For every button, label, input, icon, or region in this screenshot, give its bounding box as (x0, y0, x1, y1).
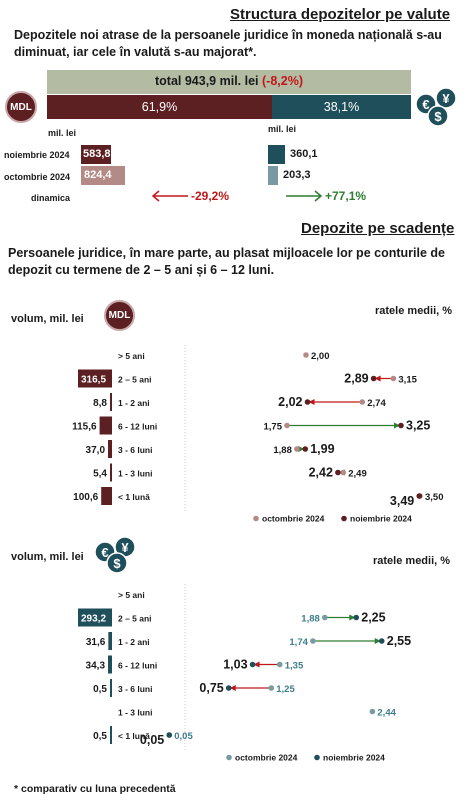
rate-label-nov: 2,89 (344, 371, 369, 386)
fx-value-nov: 360,1 (290, 148, 318, 160)
rate-label-nov: 2,42 (308, 465, 333, 480)
maturity-subtitle: Persoanele juridice, în mare parte, au plasat mijloacele lor pe conturile de depozit cu termene de 2 – 5 ani și 6 – 12 luni. (8, 246, 445, 277)
rate-label-oct: 3,15 (398, 374, 417, 386)
structure-subtitle: Depozitele noi atrase de la persoanele juridice în moneda națională s-au diminuat, iar cele în valută s-au majorat*. (14, 28, 442, 59)
category-label: > 5 ani (118, 351, 145, 361)
total-label-wrap (47, 74, 411, 88)
fx-up-arrow-icon (284, 189, 324, 203)
mdl-rates-label: ratele medii, % (375, 305, 453, 317)
row-label-oct: octombrie 2024 (4, 172, 71, 182)
rate-label-nov: 3,49 (389, 494, 415, 508)
fx-value-oct: 203,3 (283, 169, 311, 181)
rate-point-nov (335, 470, 341, 476)
fx-volume-label: volum, mil. lei (11, 551, 84, 563)
total-change: (-8,2%) (262, 74, 303, 88)
legend-marker-nov (314, 755, 320, 761)
fx-share-label: 38,1% (323, 100, 360, 114)
rate-point-oct (310, 638, 316, 644)
unit-mdl: mil. lei (48, 128, 77, 138)
volume-bar (108, 656, 112, 674)
fx-change: +77,1% (325, 189, 367, 203)
rate-label-nov: 1,03 (223, 657, 248, 672)
rate-point-nov (416, 493, 422, 499)
rate-point-oct (303, 352, 309, 358)
rate-label-oct: 2,00 (311, 351, 330, 362)
mdl-icon-2: MDL (104, 300, 135, 331)
rate-label-oct: 0,05 (174, 731, 193, 742)
structure-title: Structura depozitelor pe valute (230, 6, 451, 23)
rate-point-nov (398, 423, 404, 429)
rate-point-nov (226, 685, 232, 691)
maturity-title: Depozite pe scadențe (301, 220, 455, 237)
legend-marker-nov (341, 516, 347, 522)
category-label: 6 - 12 luni (118, 421, 158, 432)
rate-label-oct: 1,75 (263, 421, 282, 433)
volume-value-label: 31,6 (85, 637, 106, 648)
footnote: * comparativ cu luna precedentă (14, 783, 176, 795)
rate-point-oct (340, 470, 346, 476)
mdl-value-nov: 583,8 (83, 148, 111, 160)
category-label: 1 - 2 ani (118, 398, 150, 408)
mdl-icon: MDL (5, 91, 37, 123)
volume-value-label: 100,6 (73, 492, 99, 503)
rate-point-oct (284, 423, 290, 429)
rate-label-nov: 2,02 (278, 395, 303, 409)
rate-point-nov (353, 615, 359, 621)
volume-bar (108, 440, 112, 458)
rate-label-oct: 1,25 (276, 684, 295, 695)
rate-label-oct: 1,88 (301, 613, 320, 625)
category-label: 6 - 12 luni (118, 660, 158, 671)
category-label: > 5 ani (118, 590, 145, 600)
category-label: 3 - 6 luni (118, 684, 153, 694)
svg-text:€: € (422, 97, 430, 112)
volume-bar (101, 487, 112, 505)
rate-label-nov: 3,25 (406, 418, 431, 433)
legend-label-nov: noiembrie 2024 (323, 752, 385, 763)
volume-value-label: 0,5 (93, 731, 107, 742)
fx-bar-nov (268, 145, 285, 164)
category-label: < 1 lună (118, 492, 150, 502)
volume-bar (110, 464, 112, 482)
legend-label-oct: octombrie 2024 (262, 513, 325, 524)
rate-point-nov (379, 638, 385, 644)
rate-label-oct: 1,35 (284, 660, 304, 672)
volume-value-label: 5,4 (93, 468, 107, 480)
svg-text:€: € (101, 545, 109, 560)
volume-bar (110, 679, 112, 697)
unit-fx: mil. lei (268, 124, 297, 134)
mdl-value-oct: 824,4 (84, 169, 112, 181)
fx-bar-oct (268, 166, 278, 185)
mdl-down-arrow-icon (150, 189, 190, 203)
rate-point-nov (250, 662, 256, 668)
volume-value-label: 293,2 (81, 613, 107, 625)
total-label: total 943,9 mil. lei (155, 74, 259, 88)
rate-label-oct: 2,49 (348, 468, 367, 480)
volume-value-label: 0,5 (93, 684, 107, 695)
rate-point-oct (359, 399, 365, 405)
category-label: 3 - 6 luni (118, 445, 153, 455)
category-label: < 1 lună (118, 731, 150, 741)
currency-coins-icon (414, 86, 464, 128)
legend-marker-oct (226, 755, 232, 761)
volume-bar (108, 632, 112, 650)
category-label: 1 - 3 luni (118, 468, 153, 479)
rate-label-nov: 0,75 (199, 681, 224, 695)
category-label: 1 - 3 luni (118, 707, 153, 718)
volume-value-label: 37,0 (85, 445, 106, 456)
rate-label-nov: 1,99 (310, 442, 335, 456)
rate-label-oct: 1,88 (273, 445, 292, 456)
legend-label-nov: noiembrie 2024 (350, 513, 412, 524)
svg-text:$: $ (113, 556, 121, 571)
rate-label-oct: 2,44 (377, 707, 396, 719)
mdl-maturity-chart (0, 340, 475, 540)
fx-rates-label: ratele medii, % (373, 555, 451, 567)
volume-bar (110, 726, 112, 744)
dynamics-label: dinamica (31, 193, 71, 203)
rate-point-nov (305, 399, 311, 405)
rate-point-nov (166, 732, 172, 738)
row-label-nov: noiembrie 2024 (4, 150, 70, 160)
svg-text:$: $ (434, 109, 442, 124)
rate-point-oct (294, 446, 300, 452)
volume-value-label: 316,5 (81, 374, 107, 386)
rate-label-oct: 1,74 (289, 637, 308, 648)
rate-point-oct (391, 376, 397, 382)
rate-label-nov: 2,55 (386, 634, 412, 648)
legend-marker-oct (253, 516, 259, 522)
rate-point-nov (371, 376, 377, 382)
mdl-share-label: 61,9% (141, 100, 178, 114)
mdl-change: -29,2% (191, 189, 230, 203)
rate-point-oct (268, 685, 274, 691)
rate-point-nov (302, 446, 308, 452)
svg-text:¥: ¥ (121, 540, 129, 555)
volume-bar (110, 393, 112, 411)
fx-maturity-chart (0, 580, 475, 780)
mdl-volume-label: volum, mil. lei (11, 313, 84, 325)
rate-label-oct: 3,50 (425, 492, 444, 503)
legend-label-oct: octombrie 2024 (235, 752, 298, 763)
volume-value-label: 34,3 (85, 660, 106, 672)
volume-bar (100, 417, 112, 435)
rate-label-nov: 2,25 (361, 610, 386, 625)
volume-value-label: 8,8 (93, 398, 107, 409)
rate-label-oct: 2,74 (367, 398, 386, 409)
category-label: 2 – 5 ani (118, 374, 152, 385)
rate-point-oct (277, 662, 283, 668)
rate-label-nov: 0,05 (139, 733, 165, 747)
rate-point-oct (322, 615, 328, 621)
currency-coins-icon-2 (93, 535, 141, 575)
category-label: 1 - 2 ani (118, 637, 150, 647)
rate-point-oct (370, 709, 376, 715)
svg-text:¥: ¥ (442, 91, 450, 106)
category-label: 2 – 5 ani (118, 613, 152, 624)
volume-value-label: 115,6 (72, 421, 97, 433)
